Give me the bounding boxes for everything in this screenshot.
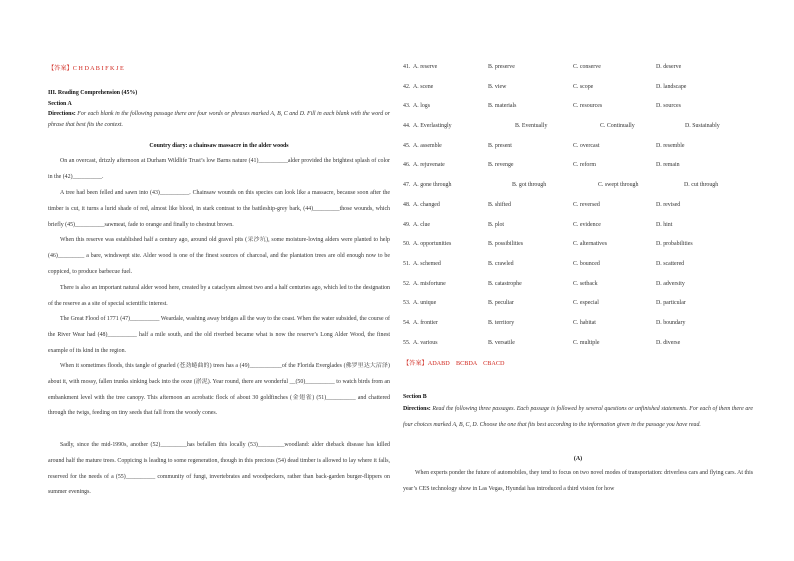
option-row-55 (403, 340, 753, 348)
option-b: B. catastrophe (488, 281, 522, 287)
question-number: 48. (403, 202, 411, 208)
option-b: B. present (488, 143, 512, 149)
option-c: C. Continually (600, 123, 635, 129)
option-d: D. diverse (656, 340, 681, 346)
option-d: D. remain (656, 162, 680, 168)
option-row-50 (403, 241, 753, 249)
passage-paragraph-3: When this reserve was established half a century ago, around old gravel pits (采沙坑), some moisture-loving alders were planted to help (46)_________ a bare, windswept site. Alder wood is one of the finest sources of charcoal, and the plantation trees are old enough now to be coppiced, to produce barbecue fuel. (48, 237, 390, 275)
question-number: 54. (403, 320, 411, 326)
option-b: B. territory (488, 320, 515, 326)
option-b: B. possibilities (488, 241, 524, 247)
option-a: A. schemed (413, 261, 441, 267)
option-a: A. changed (413, 202, 440, 208)
option-a: A. gone through (413, 182, 452, 188)
option-c: C. conserve (573, 64, 601, 70)
option-c: C. overcast (573, 143, 600, 149)
option-b: B. Eventually (515, 123, 548, 129)
passage-paragraph-5: The Great Flood of 1771 (47)__________ Weardale, washing away bridges all the way to the coast. When the water subsided, the course of the River Wear had (48)__________ half a mile south, and the old riverbed became what is now the reserve’s Long Alder Wood, the finest example of its kind in the region. (48, 316, 390, 354)
option-a: A. various (413, 340, 438, 346)
directions-label: Directions: (48, 111, 76, 117)
section-a-title: Section A (48, 101, 72, 107)
question-number: 51. (403, 261, 411, 267)
option-d: D. boundary (656, 320, 686, 326)
option-a: A. rejuvenate (413, 162, 445, 168)
section-3-title: III. Reading Comprehension (45%) (48, 90, 138, 96)
option-c: C. reform (573, 162, 596, 168)
option-c: C. bounced (573, 261, 600, 267)
option-b: B. versatile (488, 340, 515, 346)
question-number: 55. (403, 340, 411, 346)
option-row-49 (403, 222, 753, 230)
option-row-51 (403, 261, 753, 269)
question-number: 42. (403, 84, 411, 90)
option-row-46 (403, 162, 753, 170)
option-a: A. misfortune (413, 281, 446, 287)
option-b: B. peculiar (488, 300, 514, 306)
question-number: 44. (403, 123, 411, 129)
passage-a-paragraph: When experts ponder the future of automobiles, they tend to focus on two novel modes of transportation: driverless cars and flying cars. At this year’s CES technology show in Las Vegas, Hyundai has introduced a third vision for how (403, 470, 753, 492)
option-c: C. resources (573, 103, 603, 109)
option-row-48 (403, 202, 753, 210)
option-d: D. resemble (656, 143, 685, 149)
option-row-45 (403, 143, 753, 151)
passage-paragraph-1: On an overcast, drizzly afternoon at Durham Wildlife Trust’s low Barns nature (41)__________alder provided the brightest splash of color in the (42)__________. (48, 158, 390, 180)
option-d: D. revised (656, 202, 681, 208)
option-row-47 (403, 182, 753, 190)
option-a: A. unique (413, 300, 437, 306)
option-d: D. landscape (656, 84, 687, 90)
option-a: A. Everlastingly (413, 123, 452, 129)
question-number: 52. (403, 281, 411, 287)
option-d: D. hint (656, 222, 673, 228)
option-b: B. shifted (488, 202, 511, 208)
option-d: D. particular (656, 300, 686, 306)
option-a: A. logs (413, 103, 431, 109)
option-a: A. scene (413, 84, 434, 90)
question-number: 46. (403, 162, 411, 168)
option-d: D. scattered (656, 261, 685, 267)
option-c: C. swept through (598, 182, 639, 188)
option-b: B. plot (488, 222, 505, 228)
option-row-53 (403, 300, 753, 308)
option-c: C. alternatives (573, 241, 608, 247)
passage-title: Country diary: a chainsaw massacre in the alder woods (149, 143, 289, 149)
answer-key-cloze-vocab: 【答案】C H D A B I F K J E (48, 65, 124, 72)
option-a: A. opportunities (413, 241, 452, 247)
option-c: C. multiple (573, 340, 600, 346)
passage-paragraph-7: Sadly, since the mid-1990s, another (52)_________has befallen this locally (53)_________woodland: alder dieback disease has killed around half the mature trees. Coppicing is leading to some regeneration, though in this precious (54) dead timber is allowed to lay where it falls, reserved for the needs of a (55)__________ community of fungi, invertebrates and woodpeckers, rather than back-garden burger-flippers on summer evenings. (48, 442, 390, 496)
option-c: C. habitat (573, 320, 596, 326)
option-c: C. especial (573, 300, 599, 306)
option-b: B. crawled (488, 261, 514, 267)
option-d: D. deserve (656, 64, 682, 70)
question-number: 47. (403, 182, 411, 188)
question-number: 41. (403, 64, 411, 70)
option-c: C. scope (573, 84, 594, 90)
option-a: A. frontier (413, 320, 438, 326)
passage-paragraph-4: There is also an important natural alder wood here, created by a cataclysm almost two and a half centuries ago, which led to the designation of the reserve as a site of special scientific interest. (48, 285, 390, 307)
option-a: A. assemble (413, 143, 442, 149)
question-number: 50. (403, 241, 411, 247)
section-b-directions (403, 402, 753, 434)
option-row-44 (403, 123, 753, 131)
question-number: 49. (403, 222, 411, 228)
passage-a-label: (A) (573, 456, 583, 462)
answer-key-cloze: 【答案】ADABD BCBDA CBACD (403, 360, 505, 367)
question-number: 45. (403, 143, 411, 149)
option-row-41 (403, 64, 753, 72)
directions-text: Read the following three passages. Each passage is followed by several questions or unfinished statements. For each of them there are four choices marked A, B, C, D. Choose the one that fits best according to the information given in the passage you have read. (403, 406, 753, 428)
option-a: A. clue (413, 222, 431, 228)
option-d: D. probabilities (656, 241, 693, 247)
directions-label: Directions: (403, 406, 431, 412)
option-c: C. reversed (573, 202, 600, 208)
option-d: D. cut through (684, 182, 719, 188)
option-b: B. preserve (488, 64, 515, 70)
option-b: B. got through (512, 182, 547, 188)
section-b-title: Section B (403, 394, 427, 400)
option-b: B. view (488, 84, 507, 90)
option-a: A. reserve (413, 64, 438, 70)
passage-paragraph-2: A tree had been felled and sawn into (43)__________. Chainsaw wounds on this species can look like a massacre, because soon after the timber is cut, it turns a lurid shade of red, almost like blood, in stark contrast to the battleship-grey bark, (44)_________those wounds, which briefly (45)__________sawmeat, fade to orange and finally to chestnut brown. (48, 190, 390, 228)
option-c: C. setback (573, 281, 598, 287)
passage-paragraph-6: When it sometimes floods, this tangle of gnarled (苍劲蜷曲的) trees has a (49)___________of the Florida Everglades (佛罗里达大沼泽) about it, with mossy, fallen trunks sinking back into the ooze (淤泥). Year round, there are wonderful __(50)__________ to watch birds from an embankment level with the tree canopy. This afternoon an acrobatic flock of about 30 goldfinches (金翅雀) (51)__________ and chattered through the twigs, feeding on tiny seeds that fall from the woody cones. (48, 363, 390, 417)
option-d: D. Sustainably (685, 123, 720, 129)
option-d: D. sources (656, 103, 681, 109)
option-row-43 (403, 103, 753, 111)
option-b: B. revenge (488, 162, 514, 168)
section-a-directions (48, 109, 390, 130)
option-row-52 (403, 281, 753, 289)
option-b: B. materials (488, 103, 517, 109)
question-number: 43. (403, 103, 411, 109)
option-row-54 (403, 320, 753, 328)
option-c: C. evidence (573, 222, 601, 228)
directions-text: For each blank in the following passage there are four words or phrases marked A, B, C and D. Fill in each blank with the word or phrase that best fits the context. (48, 111, 390, 128)
question-number: 53. (403, 300, 411, 306)
option-d: D. adversity (656, 281, 685, 287)
option-row-42 (403, 84, 753, 92)
